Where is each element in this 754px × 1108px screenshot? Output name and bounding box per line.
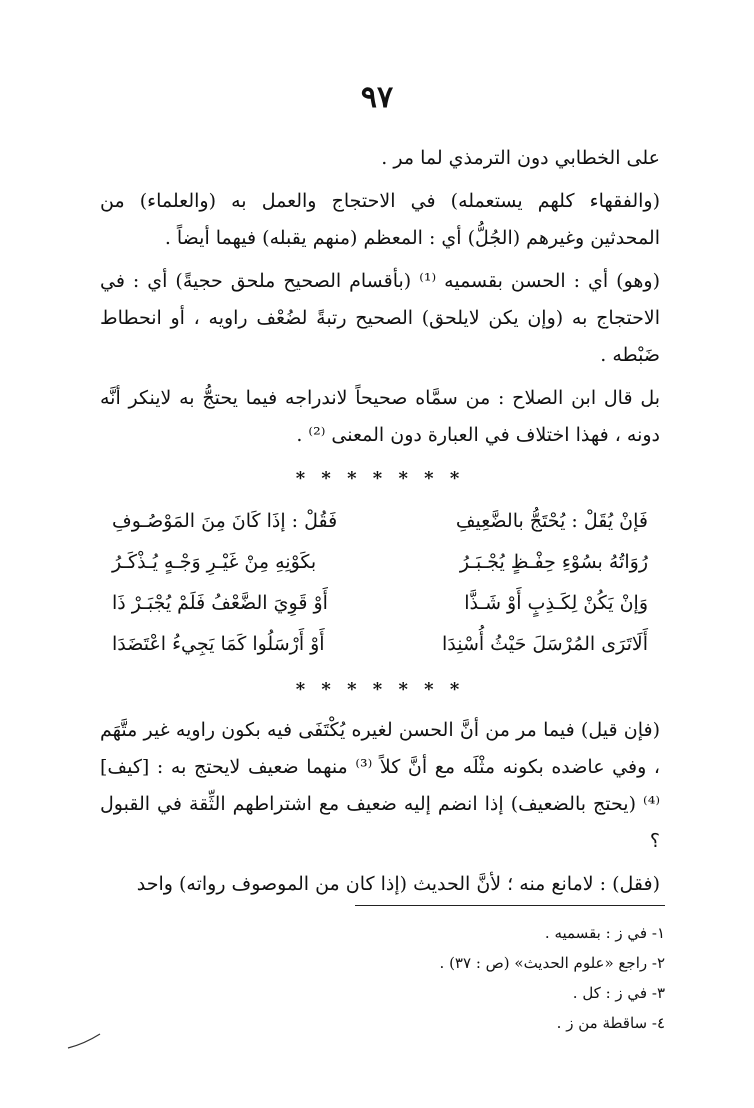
- paragraph: (فإن قيل) فيما مر من أنَّ الحسن لغيره يُكْتَفَى فيه بكون راويه غير متَّهَم ، وفي عاضده بكونه مثْلَه مع أنَّ كلاً ⁽³⁾ منهما ضعيف لايحتج به : [كيف] ⁽⁴⁾ (يحتج بالضعيف) إذا انضم إليه ضعيف مع اشتراطهم الثِّقة في القبول ؟: [100, 719, 660, 852]
- verse-line: [100, 542, 660, 583]
- footnote: ١- في ز : بقسميه .: [544, 924, 665, 942]
- verse-first-hemistich: رُوَاتُهُ بسُوْءِ حِفْـظٍ يُجْـبَـرُ: [459, 551, 648, 573]
- separator-stars: * * * * * * *: [295, 468, 465, 489]
- verse-line: [100, 501, 660, 542]
- paragraph: على الخطابي دون الترمذي لما مر .: [381, 147, 660, 169]
- separator-stars: * * * * * * *: [295, 679, 465, 700]
- verse-line: [100, 624, 660, 665]
- verse-second-hemistich: بكَوْنِهِ مِنْ غَيْـرِ وَجْـهٍ يُـذْكَـرُ: [112, 551, 317, 573]
- poem-verses: [100, 501, 660, 665]
- verse-first-hemistich: فَإنْ يُقَلْ : يُحْتَجُّ بالضَّعِيفِ: [455, 510, 648, 532]
- verse-line: [100, 583, 660, 624]
- verse-second-hemistich: أَوْ قَوِيَ الضَّعْفُ فَلَمْ يُجْبَـرْ ذَا: [112, 592, 328, 614]
- verse-second-hemistich: فَقُلْ : إذَا كَانَ مِنَ المَوْصُـوفِ: [112, 510, 338, 532]
- footnote-divider: [355, 905, 665, 906]
- paragraph: (والفقهاء كلهم يستعمله) في الاحتجاج والعمل به (والعلماء) من المحدثين وغيرهم (الجُلُّ) أي : المعظم (منهم يقبله) فيهما أيضاً .: [100, 190, 660, 249]
- pen-mark-icon: [66, 1032, 106, 1052]
- footnote: ٢- راجع «علوم الحديث» (ص : ٣٧) .: [439, 954, 665, 972]
- page-number: ٩٧: [360, 80, 394, 115]
- footnote: ٤- ساقطة من ز .: [556, 1014, 665, 1032]
- verse-first-hemistich: وَإنْ يَكُنْ لِكَـذِبٍ أَوْ شَـذَّا: [464, 592, 648, 614]
- main-text: [100, 140, 660, 909]
- verse-first-hemistich: أَلَاتَرَى المُرْسَلَ حَيْثُ أُسْنِدَا: [441, 633, 648, 655]
- paragraph: (وهو) أي : الحسن بقسميه ⁽¹⁾ (بأقسام الصحيح ملحق حجيةً) أي : في الاحتجاج به (وإن يكن لايلحق) الصحيح رتبةً لضُعْف راويه ، أو انحطاط ضَبْطه .: [100, 270, 660, 366]
- footnote: ٣- في ز : كل .: [572, 984, 665, 1002]
- paragraph: (فقل) : لامانع منه ؛ لأنَّ الحديث (إذا كان من الموصوف رواته) واحد: [136, 873, 660, 895]
- paragraph: بل قال ابن الصلاح : من سمَّاه صحيحاً لاندراجه فيما يحتجُّ به لاينكر أنَّه دونه ، فهذا اختلاف في العبارة دون المعنى ⁽²⁾ .: [100, 387, 660, 446]
- footnotes: [100, 918, 665, 1038]
- verse-second-hemistich: أَوْ أَرْسَلُوا كَمَا يَجِيءُ اعْتَضَدَا: [112, 633, 325, 655]
